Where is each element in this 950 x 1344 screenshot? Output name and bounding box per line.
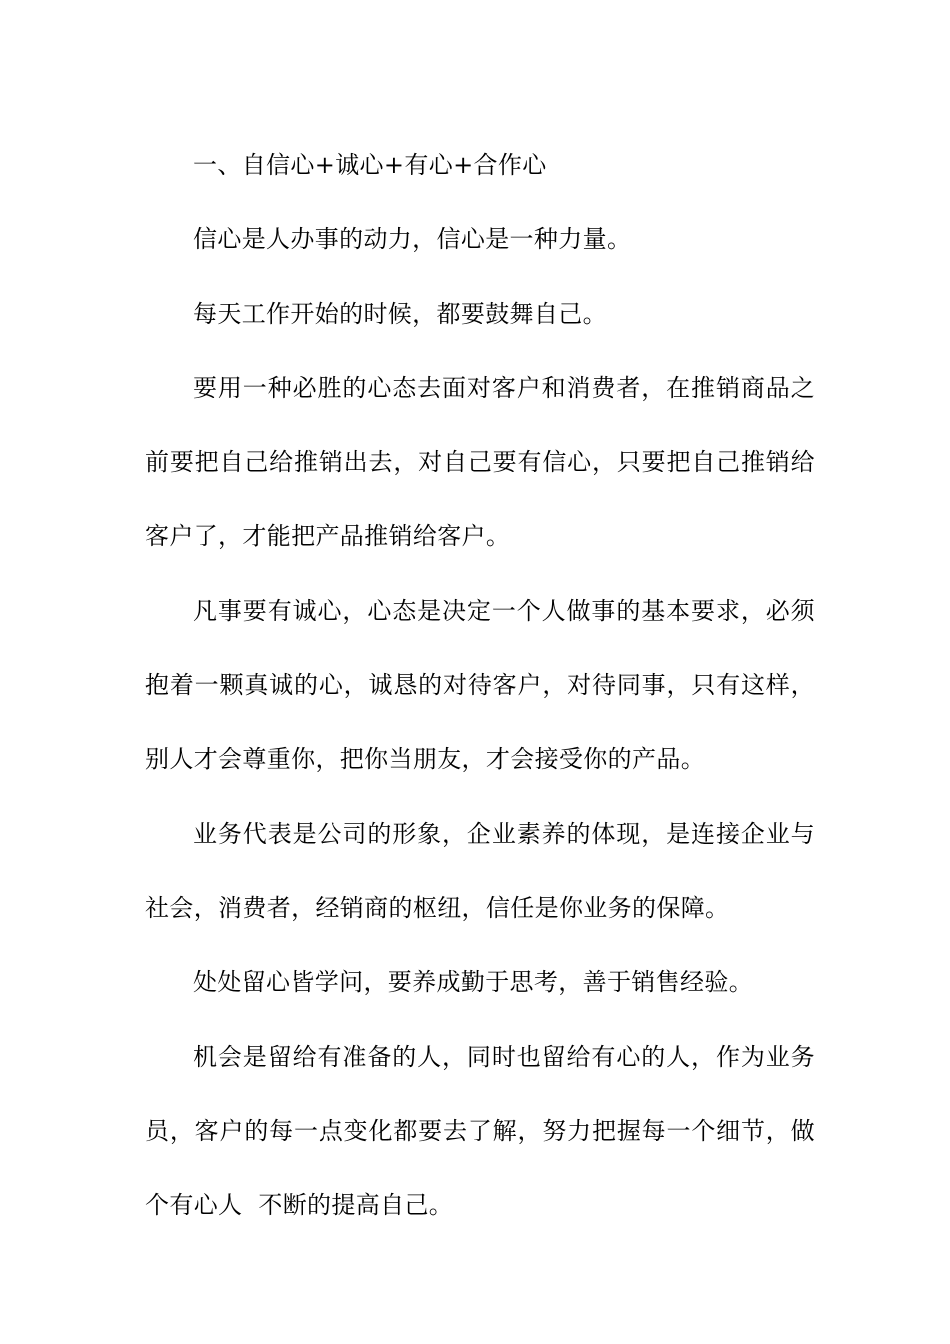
paragraph-attentiveness: 处处留心皆学问，要养成勤于思考，善于销售经验。: [193, 968, 754, 997]
paragraph-confidence: 信心是人办事的动力，信心是一种力量。: [193, 225, 632, 254]
paragraph-sincerity: 凡事要有诚心，心态是决定一个人做事的基本要求，必须抱着一颗真诚的心，诚恳的对待客户，对待同事，只有这样，别人才会尊重你，把你当朋友，才会接受你的产品。: [145, 596, 815, 774]
paragraph-daily-encouragement: 每天工作开始的时候，都要鼓舞自己。: [193, 299, 607, 328]
paragraph-winning-mindset: 要用一种必胜的心态去面对客户和消费者，在推销商品之前要把自己给推销出去，对自己要有信心，只要把自己推销给客户了，才能把产品推销给客户。: [145, 373, 815, 551]
document-body: [145, 128, 815, 1242]
paragraph-company-image: 业务代表是公司的形象，企业素养的体现，是连接企业与社会，消费者，经销商的枢纽，信任是你业务的保障。: [145, 819, 815, 922]
section-heading: 一、自信心+诚心+有心+合作心: [193, 151, 547, 179]
paragraph-opportunity: 机会是留给有准备的人，同时也留给有心的人，作为业务员，客户的每一点变化都要去了解，努力把握每一个细节，做个有心人 不断的提高自己。: [145, 1042, 815, 1220]
